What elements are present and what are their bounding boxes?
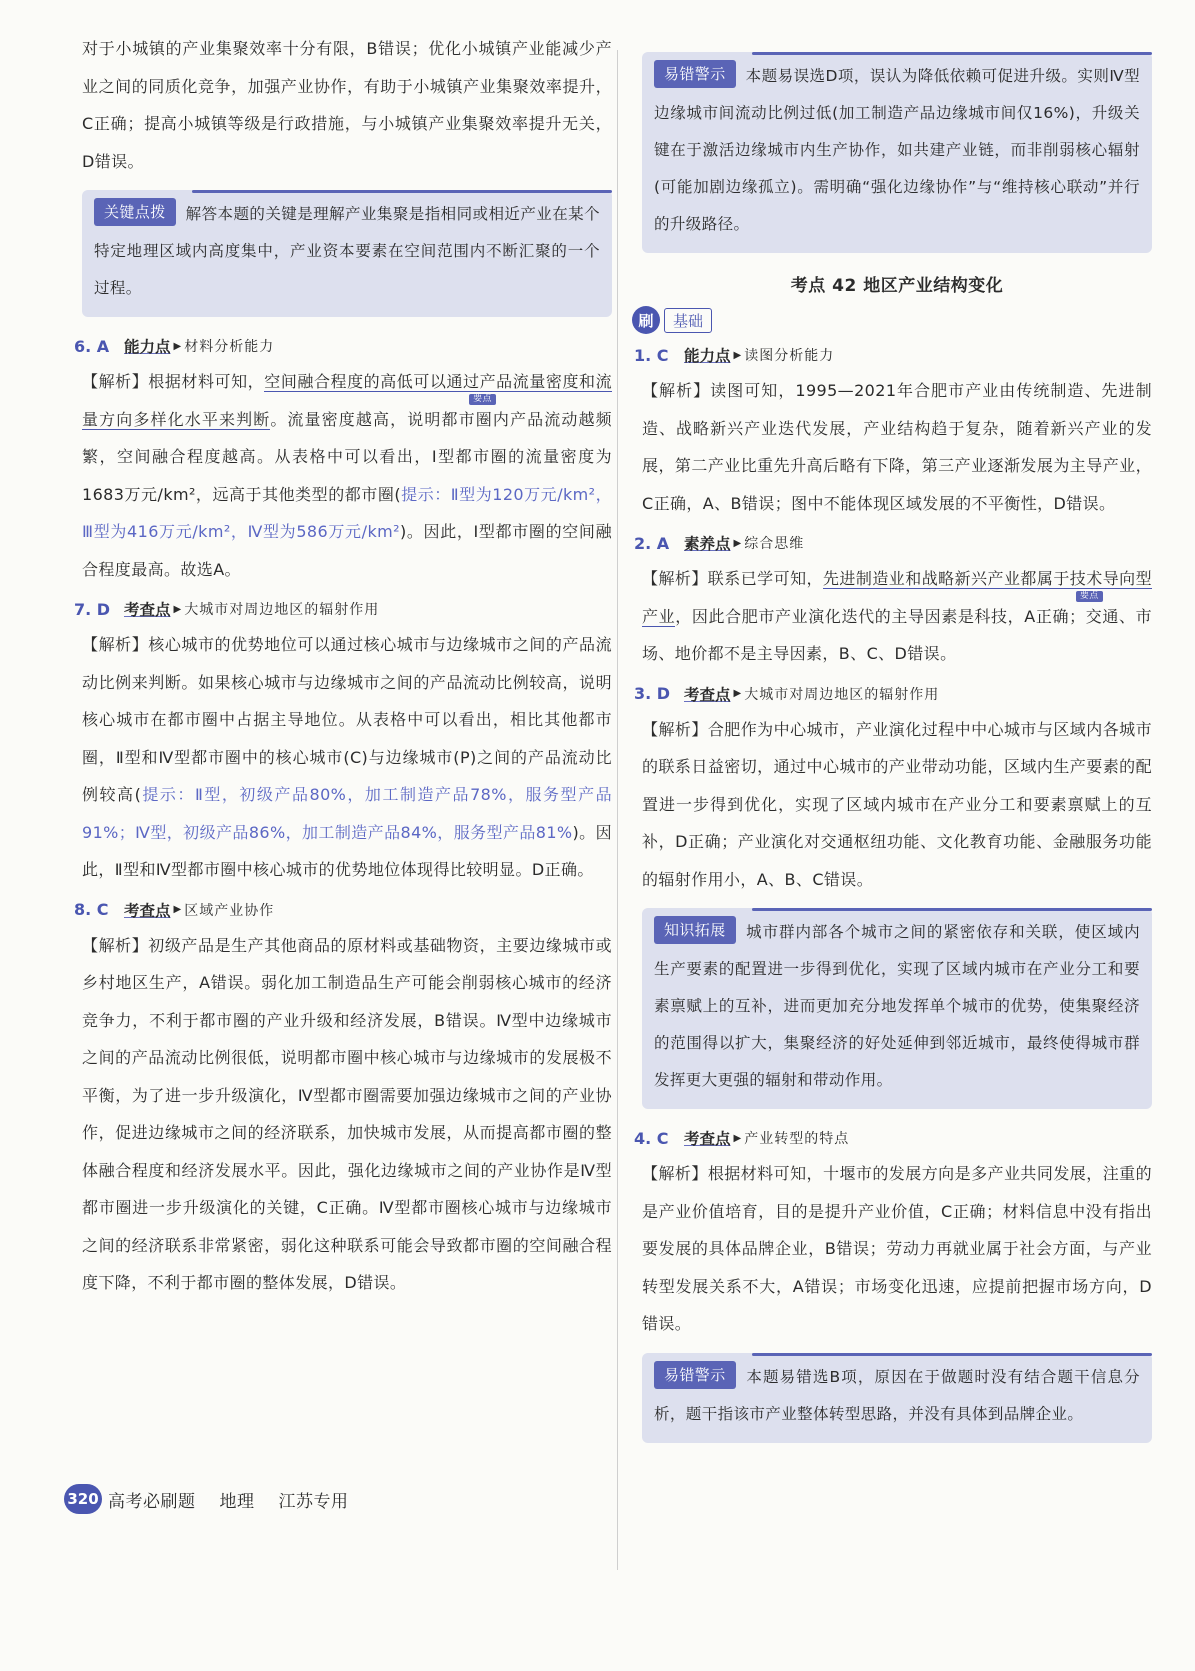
shua-icon: 刷 — [632, 306, 660, 334]
intro-paragraph: 对于小城镇的产业集聚效率十分有限，B错误；优化小城镇产业能减少产业之间的同质化竞争，加强产业协作，有助于小城镇产业集聚效率提升，C正确；提高小城镇等级是行政措施，与小城镇产业集聚效率提升无关，D错误。 — [82, 39, 612, 171]
analysis-8: 【解析】初级产品是生产其他商品的原材料或基础物资，主要边缘城市或乡村地区生产，A错误。弱化加工制造品生产可能会削弱核心城市的经济竞争力，不利于都市圈的产业升级和经济发展，B错误。Ⅳ型中边缘城市之间的产品流动比例很低，说明都市圈中核心城市与边缘城市的发展极不平衡，为了进一步升级演化，Ⅳ型都市圈需要加强边缘城市之间的产业协作，促进边缘城市之间的经济联系，加快城市发展，从而提高都市圈的整体融合程度和经济发展水平。因此，强化边缘城市之间的产业协作是Ⅳ型都市圈进一步升级演化的关键，C正确。Ⅳ型都市圈核心城市与边缘城市之间的经济联系非常紧密，弱化这种联系可能会导致都市圈的空间融合程度下降，不利于都市圈的整体发展，D错误。 — [82, 935, 612, 1292]
question-desc: 大城市对周边地区的辐射作用 — [744, 686, 940, 703]
question-header-6 — [74, 331, 612, 361]
warning-box-1 — [642, 52, 1152, 253]
triangle-icon: ▶ — [173, 340, 182, 352]
left-column — [74, 30, 613, 1302]
analysis-7: 【解析】核心城市的优势地位可以通过核心城市与边缘城市之间的产品流动比例来判断。如果核心城市与边缘城市之间的产品流动比例较高，说明核心城市在都市圈中占据主导地位。从表格中可以看出，相比其他都市圈，Ⅱ型和Ⅳ型都市圈中的核心城市(C)与边缘城市(P)之间的产品流动比例较高(提示：Ⅱ型，初级产品80%，加工制造产品78%，服务型产品91%；Ⅳ型，初级产品86%，加工制造产品84%，服务型产品81%)。因此，Ⅱ型和Ⅳ型都市圈中核心城市的优势地位体现得比较明显。D正确。 — [82, 635, 613, 879]
question-desc: 区域产业协作 — [184, 902, 275, 919]
question-header-4 — [634, 1123, 1152, 1153]
level-label: 基础 — [664, 308, 712, 333]
question-desc: 大城市对周边地区的辐射作用 — [184, 602, 380, 618]
hint-text: 提示：Ⅱ型为120万元/km²，Ⅲ型为416万元/km²，Ⅳ型为586万元/km² — [82, 484, 612, 541]
question-number: 7. D — [74, 599, 111, 619]
triangle-icon: ▶ — [733, 688, 742, 699]
analysis-6: 【解析】根据材料可知，空间融合程度的高低可以通过产品流量 要点 密度和流量方向多样化水平来判断。流量密度越高，说明都市圈内产品流动越频繁，空间融合程度越高。从表格中可以看出，Ⅰ型都市圈的流量密度为1683万元/km²，远高于其他类型的都市圈(提示：Ⅱ型为120万元/km²，Ⅲ型为416万元/km²，Ⅳ型为586万元/km²)。因此，Ⅰ型都市圈的空间融合程度最高。故选A。 — [82, 372, 612, 579]
column-divider — [617, 50, 618, 1570]
key-underline: 空间融合程度的高低可以通过产品流量 要点 — [264, 372, 546, 404]
key-badge: 要点 — [1076, 591, 1103, 602]
basic-label — [632, 306, 1152, 334]
question-type: 考查点 — [124, 901, 171, 920]
triangle-icon: ▶ — [173, 904, 182, 915]
box-text: 本题易误选D项，误认为降低依赖可促进升级。实则Ⅳ型边缘城市间流动比例过低(加工制造产品边缘城市间仅16%)，升级关键在于激活边缘城市内生产协作，如共建产业链，而非削弱核心辐射(可能加剧边缘孤立)。需明确“强化边缘协作”与“维持核心联动”并行的升级路径。 — [654, 67, 1140, 233]
warning-box-2 — [642, 1353, 1152, 1443]
subject-label: 地理 — [219, 1491, 255, 1512]
triangle-icon: ▶ — [173, 603, 182, 615]
box-bar — [752, 908, 1152, 911]
question-desc: 材料分析能力 — [184, 339, 275, 355]
question-type: 能力点 — [684, 347, 731, 365]
hint-text: 提示：Ⅱ型，初级产品80%，加工制造产品78%，服务型产品91%；Ⅳ型，初级产品86%，加工制造产品84%，服务型产品81% — [82, 785, 613, 842]
question-header-3 — [634, 679, 1152, 709]
box-tag: 知识拓展 — [654, 916, 736, 944]
question-number: 2. A — [634, 533, 670, 553]
question-number: 8. C — [74, 900, 109, 919]
question-header-8 — [74, 895, 612, 925]
triangle-icon: ▶ — [733, 349, 742, 361]
box-tag: 易错警示 — [654, 1361, 736, 1389]
question-type: 考查点 — [684, 1130, 731, 1148]
question-header-2 — [634, 528, 1152, 558]
key-underline: 导向型产业 — [642, 569, 1152, 626]
question-type: 素养点 — [684, 535, 731, 553]
analysis-4: 【解析】根据材料可知，十堰市的发展方向是多产业共同发展，注重的是产业价值培育，目的是提升产业价值，C正确；材料信息中没有指出要发展的具体品牌企业，B错误；劳动力再就业属于社会方面，与产业转型发展关系不大，A错误；市场变化迅速，应提前把握市场方向，D错误。 — [642, 1164, 1152, 1333]
question-number: 1. C — [634, 345, 669, 365]
knowledge-box — [642, 908, 1152, 1109]
right-column — [634, 30, 1152, 1457]
key-underline: 先进制造业和战略新兴产业都属于技术 要点 — [822, 569, 1103, 601]
page-number: 320 — [64, 1484, 102, 1514]
key-underline: 密度和流量方向多样化水平来判断 — [82, 372, 612, 429]
question-type: 能力点 — [124, 338, 171, 356]
question-desc: 产业转型的特点 — [744, 1131, 850, 1147]
question-type: 考查点 — [124, 601, 171, 619]
box-tag: 关键点拨 — [94, 198, 176, 226]
key-point-box — [82, 190, 612, 317]
box-bar — [752, 52, 1152, 55]
question-number: 4. C — [634, 1128, 669, 1148]
box-bar — [192, 190, 612, 193]
box-bar — [752, 1353, 1152, 1356]
analysis-3: 【解析】合肥作为中心城市，产业演化过程中中心城市与区域内各城市的联系日益密切，通过中心城市的产业带动功能，区域内生产要素的配置进一步得到优化，实现了区域内城市在产业分工和要素禀赋上的互补，D正确；产业演化对交通枢纽功能、文化教育功能、金融服务功能的辐射作用小，A、B、C错误。 — [642, 719, 1152, 889]
question-header-1 — [634, 340, 1152, 370]
analysis-2: 【解析】联系已学可知，先进制造业和战略新兴产业都属于技术 要点 导向型产业，因此合肥市产业演化迭代的主导因素是科技，A正确；交通、市场、地价都不是主导因素，B、C、D错误。 — [642, 569, 1152, 663]
triangle-icon: ▶ — [733, 537, 742, 549]
question-number: 6. A — [74, 336, 110, 356]
question-number: 3. D — [634, 684, 671, 703]
question-type: 考查点 — [684, 685, 731, 704]
analysis-1: 【解析】读图可知，1995—2021年合肥市产业由传统制造、先进制造、战略新兴产业迭代发展，产业结构趋于复杂，随着新兴产业的发展，第二产业比重先升高后略有下降，第三产业逐渐发展为主导产业，C正确，A、B错误；图中不能体现区域发展的不平衡性，D错误。 — [642, 381, 1152, 513]
box-text: 本题易错选B项，原因在于做题时没有结合题干信息分析，题干指该市产业整体转型思路，并没有具体到品牌企业。 — [654, 1367, 1140, 1423]
box-text: 城市群内部各个城市之间的紧密依存和关联，使区域内生产要素的配置进一步得到优化，实现了区域内城市在产业分工和要素禀赋上的互补，进而更加充分地发挥单个城市的优势，使集聚经济的范围得以扩大，集聚经济的好处延伸到邻近城市，最终使得城市群发挥更大更强的辐射和带动作用。 — [654, 923, 1140, 1089]
question-desc: 综合思维 — [744, 536, 805, 552]
box-tag: 易错警示 — [654, 60, 736, 88]
section-title: 考点 42 地区产业结构变化 — [790, 276, 1004, 296]
triangle-icon: ▶ — [733, 1132, 742, 1144]
book-title: 高考必刷题 — [108, 1491, 196, 1512]
edition-label: 江苏专用 — [278, 1491, 349, 1512]
key-badge: 要点 — [469, 394, 496, 405]
question-desc: 读图分析能力 — [744, 348, 835, 364]
page-footer — [64, 1484, 373, 1514]
question-header-7 — [74, 594, 612, 624]
box-text: 解答本题的关键是理解产业集聚是指相同或相近产业在某个特定地理区域内高度集中，产业资本要素在空间范围内不断汇聚的一个过程。 — [94, 205, 600, 297]
